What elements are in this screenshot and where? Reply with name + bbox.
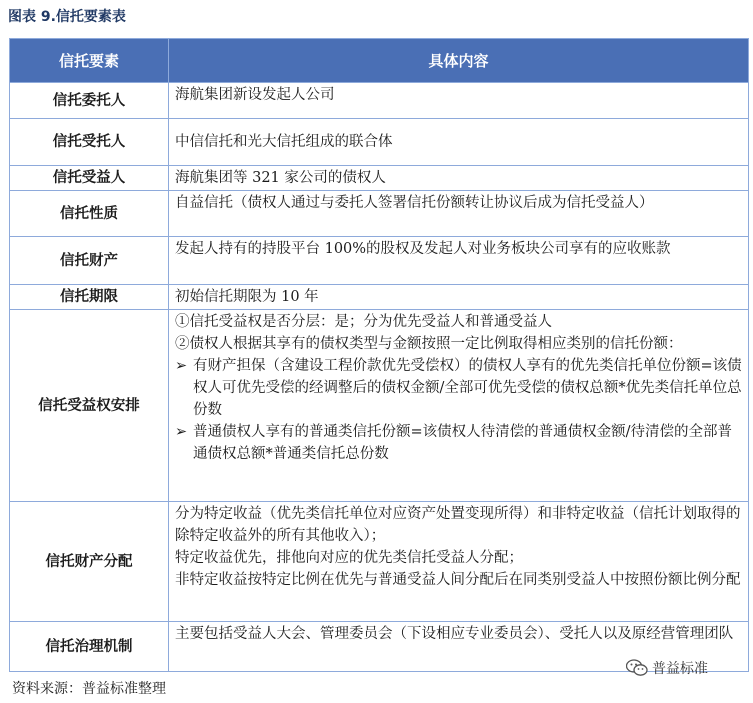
row-value — [169, 237, 749, 285]
table-row — [10, 310, 749, 502]
row-value-line: 特定收益优先，排他向对应的优先类信托受益人分配； — [175, 550, 523, 566]
source-note: 资料来源：普益标准整理 — [12, 681, 166, 697]
wechat-icon — [626, 659, 648, 677]
row-value-line: 分为特定收益（优先类信托单位对应资产处置变现所得）和非特定收益（信托计划取得的除特定收益外的所有其他收入）； — [175, 506, 741, 544]
row-key: 信托性质 — [10, 191, 169, 237]
row-value — [169, 166, 749, 191]
row-key: 信托财产分配 — [10, 502, 169, 622]
trust-elements-table — [9, 38, 749, 672]
row-value-line: 中信信托和光大信托组成的联合体 — [175, 134, 393, 150]
bullet-item — [175, 421, 742, 465]
table-row — [10, 285, 749, 310]
row-value — [169, 191, 749, 237]
row-key: 信托治理机制 — [10, 622, 169, 672]
row-value-line: ①信托受益权是否分层：是；分为优先受益人和普通受益人 — [175, 314, 552, 330]
row-value-line: 发起人持有的持股平台 100%的股权及发起人对业务板块公司享有的应收账款 — [175, 241, 671, 257]
row-value-line: ②债权人根据其享有的债权类型与金额按照一定比例取得相应类别的信托份额： — [175, 336, 683, 352]
logo-text: 普益标准 — [652, 661, 708, 677]
row-key: 信托受益权安排 — [10, 310, 169, 502]
row-value-line: 海航集团等 321 家公司的债权人 — [175, 170, 386, 186]
table-row — [10, 237, 749, 285]
table-row — [10, 119, 749, 166]
row-value-line: 自益信托（债权人通过与委托人签署信托份额转让协议后成为信托受益人） — [175, 195, 654, 211]
row-key: 信托财产 — [10, 237, 169, 285]
row-value — [169, 83, 749, 119]
row-value-line: 非特定收益按特定比例在优先与普通受益人间分配后在同类别受益人中按照份额比例分配 — [175, 572, 741, 588]
header-key: 信托要素 — [10, 39, 169, 83]
row-value-line: 主要包括受益人大会、管理委员会（下设相应专业委员会）、受托人以及原经营管理团队 — [175, 626, 734, 642]
row-value — [169, 119, 749, 166]
row-key: 信托受益人 — [10, 166, 169, 191]
row-key: 信托受托人 — [10, 119, 169, 166]
bullet-text: 有财产担保（含建设工程价款优先受偿权）的债权人享有的优先类信托单位份额=该债权人可优先受偿的经调整后的债权金额/全部可优先受偿的债权总额*优先类信托单位总份数 — [193, 358, 742, 418]
table-row — [10, 191, 749, 237]
table-row — [10, 502, 749, 622]
figure-caption: 图表 9.信托要素表 — [8, 9, 126, 25]
row-value — [169, 502, 749, 622]
row-value — [169, 285, 749, 310]
arrow-bullet-icon: ➢ — [175, 424, 188, 440]
bullet-text: 普通债权人享有的普通类信托份额=该债权人待清偿的普通债权金额/待清偿的全部普通债权总额*普通类信托总份数 — [193, 424, 733, 462]
row-key: 信托期限 — [10, 285, 169, 310]
table-row — [10, 83, 749, 119]
row-key: 信托委托人 — [10, 83, 169, 119]
table-row — [10, 166, 749, 191]
row-value-line: 海航集团新设发起人公司 — [175, 87, 335, 103]
arrow-bullet-icon: ➢ — [175, 358, 188, 374]
table-header-row — [10, 39, 749, 83]
row-value — [169, 310, 749, 502]
bullet-item — [175, 355, 742, 421]
header-value: 具体内容 — [169, 39, 749, 83]
row-value-line: 初始信托期限为 10 年 — [175, 289, 319, 305]
watermark-logo — [626, 658, 708, 678]
